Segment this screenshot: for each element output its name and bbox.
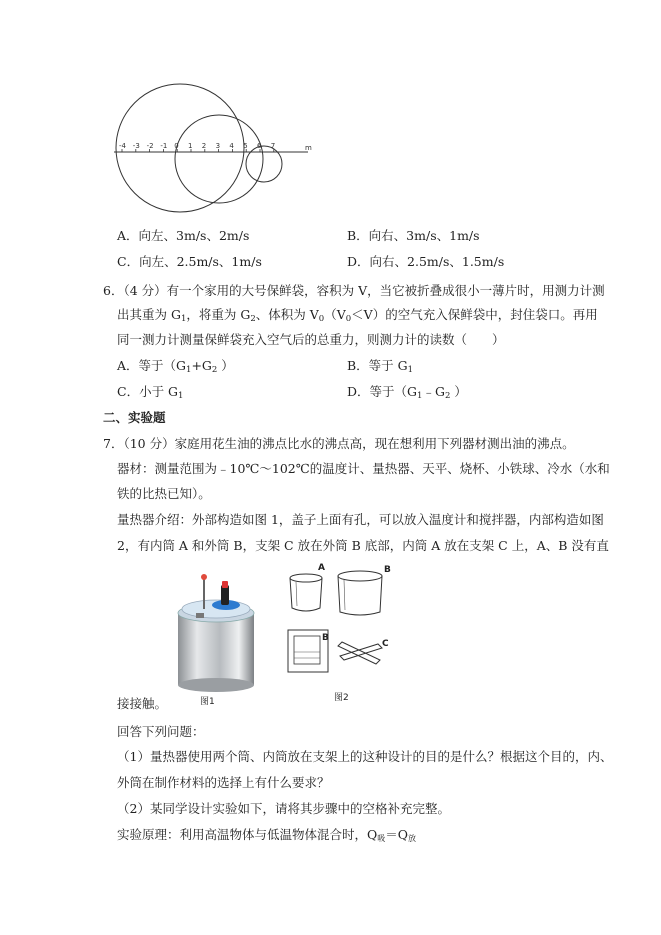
tick-label: -2 [146, 142, 154, 150]
q6-option-d[interactable]: D．等于（$G_1﹣G_2$ ） [347, 384, 467, 401]
tick-label: 6 [257, 142, 262, 150]
calorimeter-diagram [282, 560, 402, 690]
stirrer-rod [203, 577, 205, 609]
figure-2-caption: 图2 [334, 693, 349, 703]
q6-option-b[interactable]: B．等于 $G_1$ [347, 358, 414, 375]
q7-line-5: 2，有内筒 A 和外筒 B，支架 C 放在外筒 B 底部，内筒 A 放在支架 C 上，A、B 没有直 [117, 538, 609, 553]
unit-label: m [305, 144, 312, 152]
inner-cylinder-a [290, 574, 322, 611]
q7-line-11: 实验原理：利用高温物体与低温物体混合时，$Q_吸=Q_放$ [117, 827, 416, 843]
q6-option-c[interactable]: C．小于 $G_1$ [117, 384, 184, 401]
tick-label: -3 [132, 142, 140, 150]
tick-label: 7 [270, 142, 276, 150]
q7-line-9: 外筒在制作材料的选择上有什么要求？ [117, 775, 330, 790]
label-b2: B [322, 633, 329, 643]
thermometer-cap [222, 581, 228, 588]
q7-line-8: （1）量热器使用两个筒、内筒放在支架上的这种设计的目的是什么？根据这个目的，内、 [117, 749, 613, 764]
label-a: A [318, 563, 325, 573]
q6-line-3: 同一测力计测量保鲜袋充入空气后的总重力，则测力计的读数（ ） [117, 332, 505, 347]
q6-option-a[interactable]: A．等于（$G_1+G_2$ ） [117, 358, 234, 375]
q7-line-7: 回答下列问题： [117, 724, 205, 739]
tick-label: 5 [243, 142, 248, 150]
tick-label: -4 [119, 142, 126, 150]
q7-line-6: 接接触。 [117, 696, 168, 711]
calorimeter-bottom [178, 678, 254, 692]
figure-1-caption: 图1 [200, 697, 215, 707]
label-c: C [382, 639, 389, 649]
stirrer-knob [201, 574, 207, 580]
wave-circles-figure [112, 80, 322, 220]
q7-line-4: 量热器介绍：外部构造如图 1，盖子上面有孔，可以放入温度计和搅拌器，内部构造如图 [117, 512, 604, 527]
q6-line-2: 出其重为 $G_1$，将重为 $G_2$、体积为 $V_0(V_0<V)$的空气充入保鲜袋中，封住袋口。再用 [117, 307, 598, 324]
q7-line-3: 铁的比热已知）。 [117, 486, 211, 501]
q7-line-1: 7．（10 分）家庭用花生油的沸点比水的沸点高，现在想利用下列器材测出油的沸点。 [103, 436, 575, 451]
stand-c [338, 642, 382, 664]
q6-line-1: 6．（4 分）有一个家用的大号保鲜袋，容积为 V，当它被折叠成很小一薄片时，用测力计测 [103, 283, 605, 298]
tick-label: 3 [215, 142, 221, 150]
calorimeter-photo [166, 563, 266, 693]
q5-option-d[interactable]: D．向右、2.5m/s、1.5m/s [347, 254, 505, 269]
tick-label: 4 [229, 142, 234, 150]
circle-medium [175, 115, 263, 203]
calorimeter-label [196, 613, 204, 618]
q7-line-2: 器材：测量范围为﹣10℃～102℃的温度计、量热器、天平、烧杯、小铁球、冷水（水和 [117, 461, 610, 476]
section-heading: 二、实验题 [103, 410, 166, 425]
tick-label: 2 [201, 142, 207, 150]
label-b: B [384, 565, 391, 575]
tick-label: 1 [188, 142, 193, 150]
q5-option-a[interactable]: A．向左、3m/s、2m/s [117, 228, 250, 243]
q5-option-b[interactable]: B．向右、3m/s、1m/s [347, 228, 480, 243]
outer-cylinder-b [338, 571, 382, 615]
q5-option-c[interactable]: C．向左、2.5m/s、1m/s [117, 254, 262, 269]
circle-small [246, 146, 282, 182]
q7-line-10: （2）某同学设计实验如下，请将其步骤中的空格补充完整。 [117, 801, 450, 816]
calorimeter-body [178, 613, 254, 685]
tick-label: -1 [160, 142, 168, 150]
tick-label: 0 [174, 142, 179, 150]
